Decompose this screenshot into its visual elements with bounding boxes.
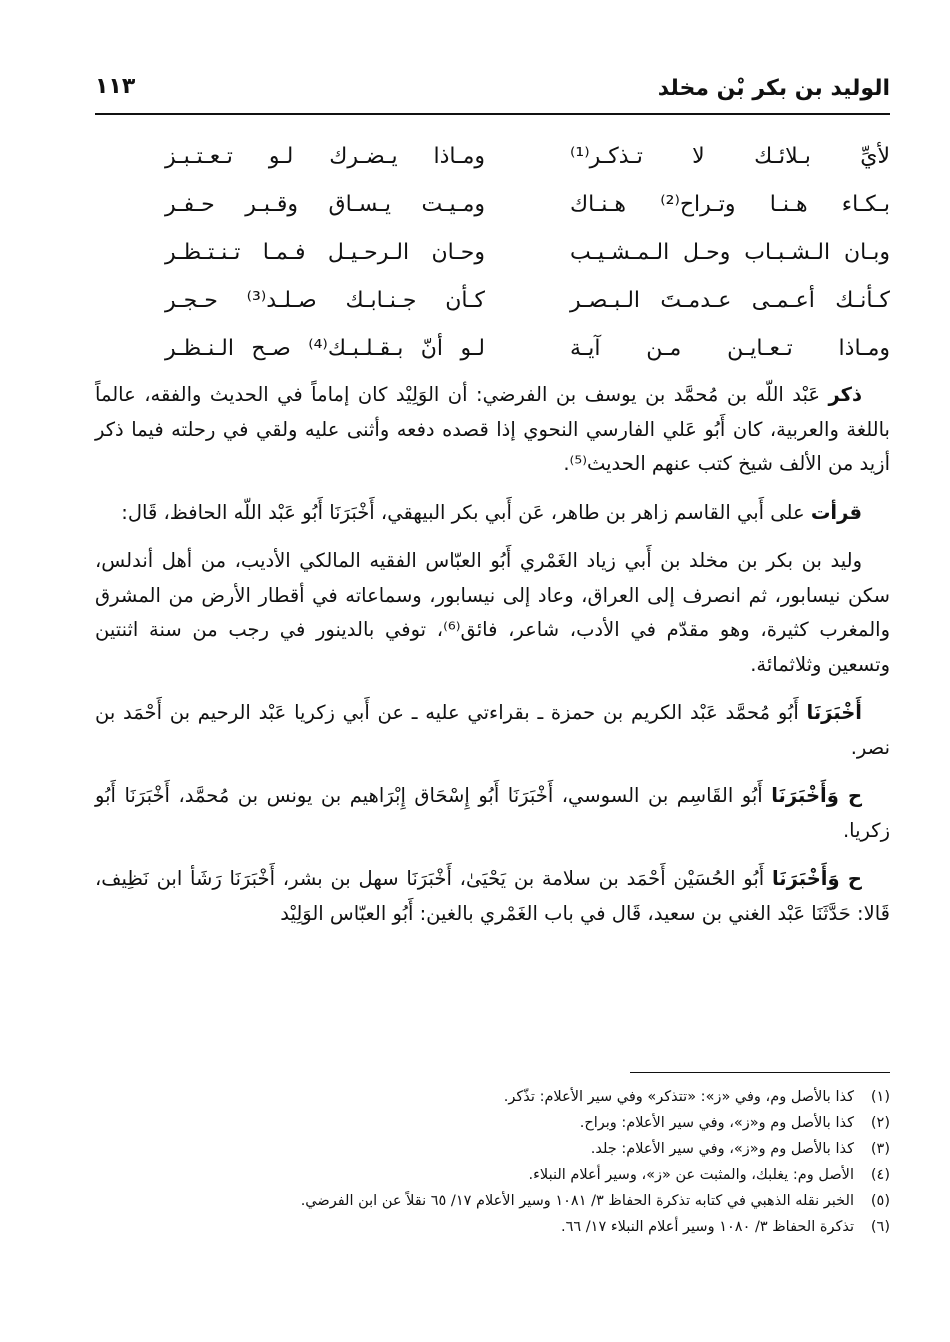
paragraph — [95, 496, 890, 531]
footnote-text: كذا بالأصل وم و«ز»، وفي سير الأعلام: جلد. — [590, 1141, 854, 1157]
footnote-number: (٦) — [870, 1219, 890, 1235]
footnote-text: الخبر نقله الذهبي في كتابه تذكرة الحفاظ ٣/ ١٠٨١ وسير الأعلام ١٧/ ٦٥ نقلاً عن ابن الفرضي. — [300, 1193, 854, 1209]
verse-second-hemistich: لـو أنّ بـقـلـبـك⁽⁴⁾ صـح الـنـظـر — [165, 336, 485, 361]
footnote-number: (٤) — [870, 1167, 890, 1183]
verse-first-hemistich: ومـاذا تـعـايـن مـن آيـة — [570, 336, 890, 361]
paragraph-text: عَبْد اللّه بن مُحمَّد بن يوسف بن الفرضي: أن الوَلِيْد كان إماماً في الحديث والفقه، عالماً باللغة والعربية، كان أَبُو عَلي الفارسي النحوي إذا قصده دفعه وأثنى عليه ولقي في رحلته فيما ذكر أزيد من الألف شيخ كتب عنهم الحديث⁽⁵⁾. — [95, 383, 890, 475]
verse-second-hemistich: ومـيـت يـسـاق وقـبـر حـفـر — [165, 192, 485, 217]
verse-first-hemistich: كـأنـك أعـمـى عـدمـتَ الـبـصـر — [570, 288, 890, 313]
paragraph — [95, 779, 890, 848]
footnote-number: (١) — [870, 1089, 890, 1105]
footnote — [95, 1084, 890, 1110]
header-rule — [95, 113, 890, 115]
footnote-text: كذا بالأصل وم و«ز»، وفي سير الأعلام: وبراح. — [579, 1115, 854, 1131]
footnote-number: (٥) — [870, 1193, 890, 1209]
paragraph-lead: ح وَأَخْبَرَنَا — [771, 784, 862, 807]
footnote-number: (٢) — [870, 1115, 890, 1131]
running-title: الوليد بن بكر بْن مخلد — [657, 76, 890, 101]
paragraph — [95, 378, 890, 482]
paragraph-text: أَبُو الحُسَيْن أَحْمَد بن سلامة بن يَحْيَىٰ، أَخْبَرَنَا سهل بن بشر، أَخْبَرَنَا رَشَأ ابن نَظِيف، قَالا: حَدَّثَنَا عَبْد الغني بن سعيد، قَال في باب الغَمْري بالغين: أَبُو العبّاس الوَلِيْد — [95, 867, 890, 925]
verse-first-hemistich: بـكـاء هـنـا وتـراح⁽²⁾ هـنـاك — [570, 192, 890, 217]
book-page — [95, 0, 890, 1342]
paragraph-text: أَبُو القَاسِم بن السوسي، أَخْبَرَنَا أَبُو إِسْحَاق إِبْرَاهيم بن يونس بن مُحمَّد، أَخْبَرَنَا أَبُو زكريا. — [95, 784, 890, 842]
footnote-text: كذا بالأصل وم، وفي «ز»: «تتذكر» وفي سير الأعلام: تذّكر. — [503, 1089, 854, 1105]
paragraph — [95, 544, 890, 682]
poem-verse — [95, 138, 890, 186]
verse-first-hemistich: وبـان الـشـبـاب وحـل الـمـشـيـب — [570, 240, 890, 265]
paragraph-lead: ح وَأَخْبَرَنَا — [771, 867, 862, 890]
footnote-text: الأصل وم: يغلبك، والمثبت عن «ز»، وسير أعلام النبلاء. — [528, 1167, 854, 1183]
footnote-number: (٣) — [870, 1141, 890, 1157]
paragraph — [95, 862, 890, 931]
footnote — [95, 1214, 890, 1240]
verse-second-hemistich: ومـاذا يـضـرك لـو تـعـتـبـز — [165, 144, 485, 169]
poem-verse — [95, 330, 890, 378]
paragraph-lead: أَخْبَرَنَا — [806, 701, 862, 724]
footnote — [95, 1110, 890, 1136]
paragraph-lead: قرأت — [810, 500, 862, 524]
poem — [95, 138, 890, 378]
poem-verse — [95, 186, 890, 234]
paragraph-lead: ذكر — [828, 383, 862, 406]
poem-verse — [95, 282, 890, 330]
paragraph — [95, 696, 890, 765]
paragraph-text: أَبُو مُحمَّد عَبْد الكريم بن حمزة ـ بقراءتي عليه ـ عن أَبي زكريا عَبْد الرحيم بن أَحْمَد بن نصر. — [95, 701, 890, 759]
verse-first-hemistich: لأيِّ بـلائـك لا تـذكـر⁽¹⁾ — [570, 144, 890, 169]
verse-second-hemistich: وحـان الـرحـيـل فـمـا تـنـتـظـر — [165, 240, 485, 265]
poem-verse — [95, 234, 890, 282]
footnote — [95, 1162, 890, 1188]
page-number: ١١٣ — [95, 74, 136, 99]
verse-second-hemistich: كـأن جـنـابـك صـلـد⁽³⁾ حـجـر — [165, 288, 486, 313]
footnotes — [95, 1084, 890, 1240]
footnote — [95, 1188, 890, 1214]
paragraph-text: على أَبي القاسم زاهر بن طاهر، عَن أَبي بكر البيهقي، أَخْبَرَنَا أَبُو عَبْد اللّه الحافظ، قَال: — [121, 500, 811, 524]
footnote — [95, 1136, 890, 1162]
running-header — [95, 70, 890, 110]
footnote-rule — [630, 1072, 890, 1073]
paragraph-text: وليد بن بكر بن مخلد بن أَبي زياد الغَمْري أَبُو العبّاس الفقيه المالكي الأديب، من أهل أندلس، سكن نيسابور، ثم انصرف إلى العراق، وعاد إلى نيسابور، وسماعاته في أقطار الأرض من المشرق والمغرب كثيرة، وهو مقدّم في الأدب، شاعر، فائق⁽⁶⁾، توفي بالدينور في رجب من سنة اثنتين وتسعين وثلاثمائة. — [95, 549, 890, 676]
body-text — [95, 378, 890, 945]
footnote-text: تذكرة الحفاظ ٣/ ١٠٨٠ وسير أعلام النبلاء ١٧/ ٦٦. — [560, 1219, 854, 1235]
